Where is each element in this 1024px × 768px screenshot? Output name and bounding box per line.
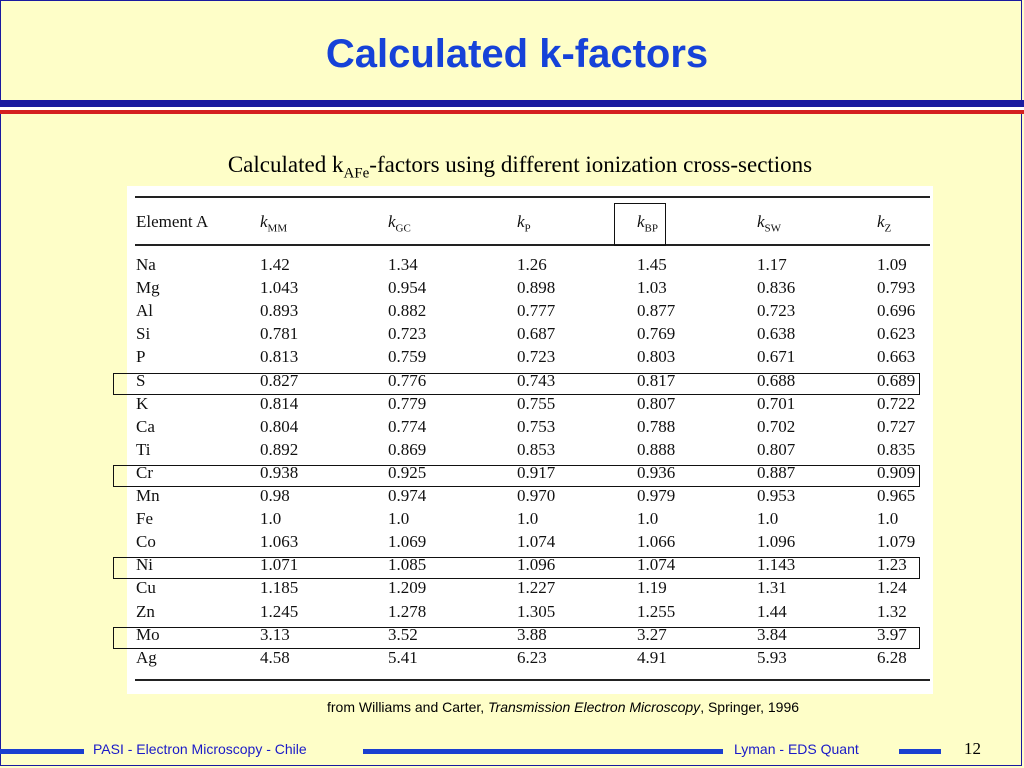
- k-factor-cell: 0.793: [877, 278, 916, 298]
- k-factor-cell: 0.974: [388, 486, 427, 505]
- k-factor-cell: 0.869: [388, 439, 427, 459]
- k-factor-cell: 1.278: [388, 601, 427, 621]
- table-bottom-rule: [135, 679, 930, 681]
- k-factor-cell: 1.0: [637, 509, 659, 529]
- element-cell: Ca: [136, 416, 155, 436]
- column-header: $k_P$: [517, 212, 531, 235]
- k-factor-cell: 1.0: [877, 509, 899, 529]
- k-factor-cell: 0.687: [517, 324, 556, 344]
- k-factor-cell: 0.898: [517, 278, 556, 298]
- k-factor-cell: 3.84: [757, 624, 787, 644]
- k-factor-cell: 1.096: [517, 555, 556, 575]
- k-factor-cell: 0.701: [757, 393, 796, 413]
- table-top-rule: [135, 196, 930, 198]
- k-factor-cell: 1.227: [517, 578, 556, 598]
- k-factor-cell: 1.255: [637, 601, 676, 621]
- k-factor-cell: 0.804: [260, 416, 299, 436]
- k-factor-cell: 0.688: [757, 370, 796, 390]
- k-factor-cell: 0.970: [517, 486, 556, 505]
- k-factor-cell: 5.93: [757, 647, 787, 667]
- k-factor-cell: 3.13: [260, 624, 290, 644]
- element-cell: Co: [136, 532, 156, 552]
- footer-left-text: PASI - Electron Microscopy - Chile: [93, 741, 307, 757]
- k-factor-cell: 1.26: [517, 255, 547, 274]
- k-factor-cell: 0.743: [517, 370, 556, 390]
- k-factor-cell: 0.807: [757, 439, 796, 459]
- k-factor-cell: 0.853: [517, 439, 556, 459]
- element-cell: Cr: [136, 462, 153, 482]
- column-header: $k_{MM}$: [260, 212, 288, 235]
- k-factor-cell: 0.776: [388, 370, 427, 390]
- k-factor-cell: 1.185: [260, 578, 299, 598]
- k-factor-cell: 0.953: [757, 486, 796, 505]
- caption-subscript: AFe: [343, 165, 370, 182]
- element-cell: Cu: [136, 578, 156, 598]
- k-factor-cell: 0.769: [637, 324, 676, 344]
- k-factor-cell: 0.702: [757, 416, 796, 436]
- element-cell: Zn: [136, 601, 155, 621]
- k-factor-cell: 3.88: [517, 624, 547, 644]
- k-factor-cell: 0.936: [637, 462, 676, 482]
- k-factor-cell: 1.074: [637, 555, 676, 575]
- k-factor-cell: 0.965: [877, 486, 916, 505]
- k-factor-cell: 0.925: [388, 462, 427, 482]
- k-factor-cell: 1.0: [757, 509, 779, 529]
- k-factor-cell: 0.723: [757, 301, 796, 321]
- k-factor-cell: 0.671: [757, 347, 796, 367]
- element-cell: Al: [136, 301, 153, 321]
- element-cell: Na: [136, 255, 156, 274]
- source-text-post: , Springer, 1996: [700, 699, 800, 715]
- title-divider: [0, 100, 1024, 114]
- table-caption: [0, 152, 1024, 183]
- k-factor-cell: 1.085: [388, 555, 427, 575]
- element-cell: Mo: [136, 624, 160, 644]
- k-factor-cell: 0.723: [517, 347, 556, 367]
- element-cell: Si: [136, 324, 151, 344]
- k-factor-cell: 1.17: [757, 255, 787, 274]
- k-factor-cell: 1.143: [757, 555, 796, 575]
- source-citation: [327, 699, 799, 715]
- k-factor-cell: 3.27: [637, 624, 667, 644]
- k-factor-cell: 1.096: [757, 532, 796, 552]
- k-factor-cell: 1.34: [388, 255, 418, 274]
- k-factor-cell: 1.32: [877, 601, 907, 621]
- k-factor-cell: 1.23: [877, 555, 907, 575]
- k-factor-cell: 0.887: [757, 462, 796, 482]
- k-factor-cell: 0.638: [757, 324, 796, 344]
- k-factor-cell: 0.663: [877, 347, 916, 367]
- k-factor-cell: 1.043: [260, 278, 299, 298]
- k-factor-cell: 0.892: [260, 439, 299, 459]
- k-factor-cell: 0.827: [260, 370, 299, 390]
- k-factor-cell: 0.623: [877, 324, 916, 344]
- table-header-rule: [135, 244, 930, 246]
- column-header: Element A: [136, 212, 209, 231]
- element-cell: Ti: [136, 439, 151, 459]
- k-factor-cell: 1.071: [260, 555, 299, 575]
- source-book-title: Transmission Electron Microscopy: [488, 699, 701, 715]
- k-factor-cell: 1.24: [877, 578, 907, 598]
- k-factor-cell: 0.882: [388, 301, 427, 321]
- k-factor-cell: 0.917: [517, 462, 556, 482]
- k-factor-cell: 1.0: [517, 509, 539, 529]
- k-factor-cell: 6.23: [517, 647, 547, 667]
- k-factor-cell: 0.753: [517, 416, 556, 436]
- column-header: $k_{BP}$: [637, 212, 659, 235]
- k-factor-cell: 5.41: [388, 647, 418, 667]
- footer-rule-left: [0, 749, 84, 754]
- element-cell: Ni: [136, 555, 153, 575]
- k-factor-cell: 1.19: [637, 578, 667, 598]
- k-factor-cell: 0.759: [388, 347, 427, 367]
- k-factor-cell: 0.803: [637, 347, 676, 367]
- k-factor-cell: 1.45: [637, 255, 667, 274]
- k-factor-cell: 3.52: [388, 624, 418, 644]
- k-factor-cell: 0.788: [637, 416, 676, 436]
- k-factor-cell: 0.777: [517, 301, 556, 321]
- k-factor-cell: 1.063: [260, 532, 299, 552]
- k-factor-cell: 1.03: [637, 278, 667, 298]
- k-factor-cell: 0.98: [260, 486, 290, 505]
- k-factor-cell: 0.835: [877, 439, 916, 459]
- k-factor-cell: 0.696: [877, 301, 916, 321]
- caption-text-pre: Calculated k: [227, 152, 344, 177]
- k-factor-cell: 1.31: [757, 578, 787, 598]
- page-number: 12: [964, 739, 981, 758]
- k-factor-cell: 4.58: [260, 647, 290, 667]
- k-factor-cell: 0.817: [637, 370, 676, 390]
- k-factor-cell: 0.979: [637, 486, 676, 505]
- k-factor-cell: 1.066: [637, 532, 676, 552]
- slide-title: Calculated k-factors: [325, 32, 709, 76]
- k-factor-cell: 0.774: [388, 416, 427, 436]
- k-factor-cell: 0.893: [260, 301, 299, 321]
- k-factor-cell: 0.814: [260, 393, 299, 413]
- k-factor-cell: 0.813: [260, 347, 299, 367]
- k-factor-cell: 0.781: [260, 324, 299, 344]
- k-factor-cell: 1.074: [517, 532, 556, 552]
- k-factor-cell: 0.888: [637, 439, 676, 459]
- k-factor-cell: 1.0: [388, 509, 410, 529]
- k-factor-cell: 0.723: [388, 324, 427, 344]
- k-factor-cell: 0.807: [637, 393, 676, 413]
- k-factor-cell: 0.689: [877, 370, 916, 390]
- element-cell: S: [136, 370, 146, 390]
- k-factor-cell: 4.91: [637, 647, 667, 667]
- k-factor-cell: 3.97: [877, 624, 907, 644]
- k-factor-cell: 0.755: [517, 393, 556, 413]
- k-factor-cell: 1.209: [388, 578, 427, 598]
- element-cell: P: [136, 347, 146, 367]
- k-factor-cell: 0.954: [388, 278, 427, 298]
- k-factor-cell: 1.079: [877, 532, 916, 552]
- element-cell: Fe: [136, 509, 153, 529]
- k-factor-cell: 1.44: [757, 601, 787, 621]
- element-cell: Ag: [136, 647, 157, 667]
- k-factor-cell: 0.909: [877, 462, 916, 482]
- k-factor-cell: 0.779: [388, 393, 427, 413]
- k-factor-cell: 0.722: [877, 393, 916, 413]
- element-cell: K: [136, 393, 149, 413]
- element-cell: Mn: [136, 486, 160, 505]
- k-factor-cell: 0.877: [637, 301, 676, 321]
- k-factor-cell: 1.305: [517, 601, 556, 621]
- k-factor-cell: 0.836: [757, 278, 796, 298]
- column-header: $k_{SW}$: [757, 212, 782, 235]
- footer-right-text: Lyman - EDS Quant: [734, 741, 859, 757]
- k-factor-cell: 1.069: [388, 532, 427, 552]
- column-header: $k_{GC}$: [388, 212, 411, 235]
- k-factor-cell: 1.42: [260, 255, 290, 274]
- k-factor-cell: 0.727: [877, 416, 916, 436]
- k-factor-cell: 1.0: [260, 509, 282, 529]
- column-header: $k_Z$: [877, 212, 892, 235]
- k-factor-cell: 6.28: [877, 647, 907, 667]
- element-cell: Mg: [136, 278, 160, 298]
- k-factor-cell: 1.09: [877, 255, 907, 274]
- k-factor-cell: 0.938: [260, 462, 299, 482]
- footer-rule-middle: [363, 749, 723, 754]
- source-text-pre: from Williams and Carter,: [327, 699, 489, 715]
- footer-rule-right: [899, 749, 941, 754]
- caption-text-post: -factors using different ionization cross-sections: [369, 152, 813, 177]
- k-factor-cell: 1.245: [260, 601, 299, 621]
